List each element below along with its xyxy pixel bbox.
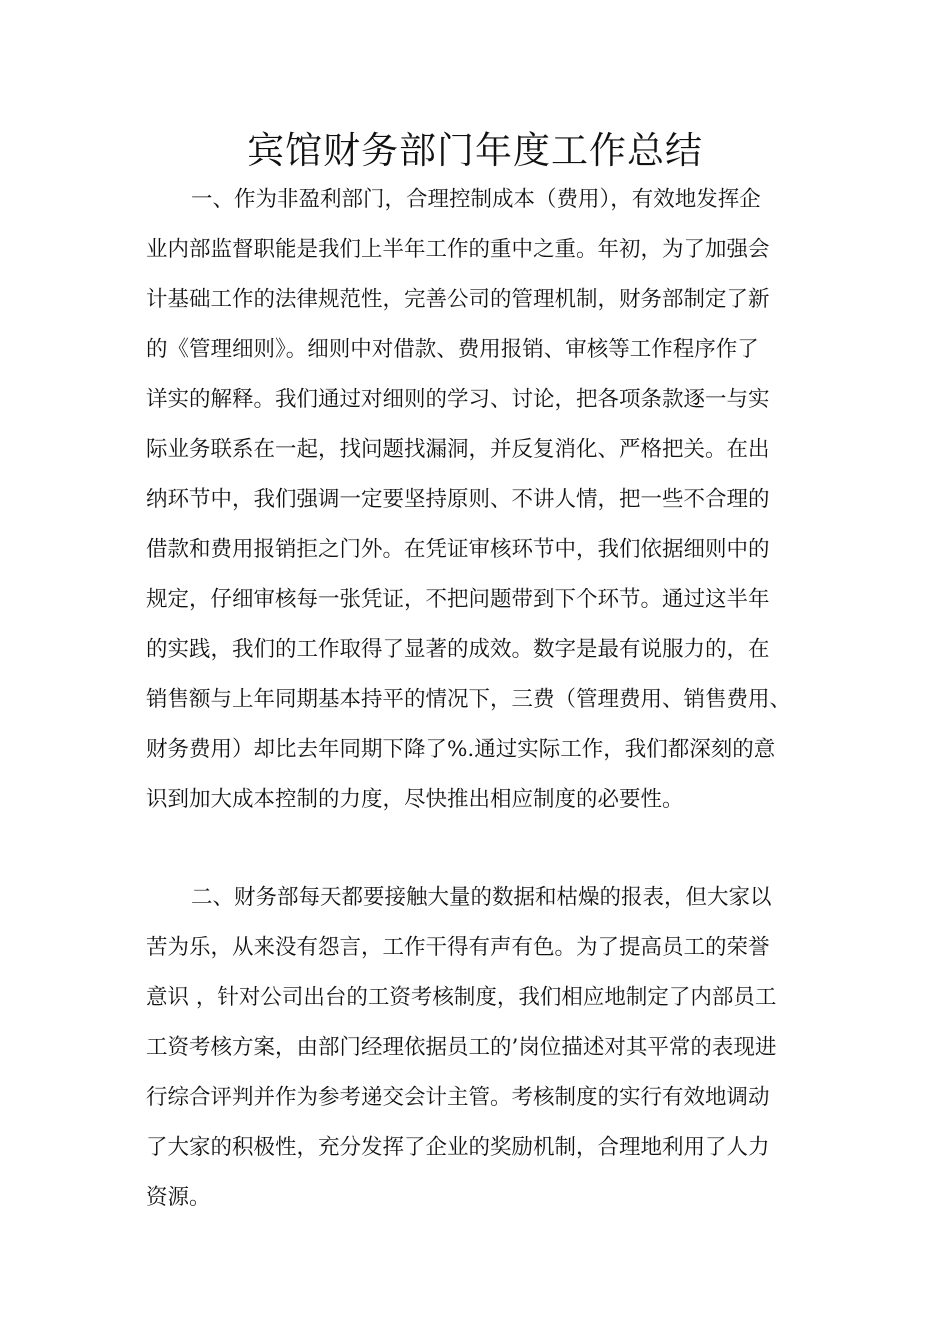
paragraph-line: 借款和费用报销拒之门外。在凭证审核环节中，我们依据细则中的 (146, 537, 770, 562)
paragraph-line: 识到加大成本控制的力度，尽快推出相应制度的必要性。 (146, 787, 684, 812)
paragraph-line: 际业务联系在一起，找问题找漏洞，并反复消化、严格把关。在出 (146, 437, 770, 462)
paragraph-line: 工资考核方案，由部门经理依据员工的’岗位描述对其平常的表现进 (146, 1035, 777, 1060)
document-title: 宾馆财务部门年度工作总结 (247, 129, 703, 172)
paragraph-line: 计基础工作的法律规范性，完善公司的管理机制，财务部制定了新 (146, 287, 770, 312)
paragraph-line: 的《管理细则》。细则中对借款、费用报销、审核等工作程序作了 (146, 337, 759, 362)
paragraph-1 (146, 175, 816, 825)
paragraph-line: 了大家的积极性，充分发挥了企业的奖励机制，合理地利用了人力 (146, 1135, 770, 1160)
paragraph-line: 一、作为非盈利部门，合理控制成本（费用），有效地发挥企 (191, 187, 761, 212)
paragraph-line: 的实践，我们的工作取得了显著的成效。数字是最有说服力的，在 (146, 637, 770, 662)
paragraph-line: 意识 ，针对公司出台的工资考核制度，我们相应地制定了内部员工 (146, 985, 777, 1010)
paragraph-line: 业内部监督职能是我们上半年工作的重中之重。年初，为了加强会 (146, 237, 770, 262)
paragraph-line: 规定，仔细审核每一张凭证，不把问题带到下个环节。通过这半年 (146, 587, 770, 612)
paragraph-line: 二、财务部每天都要接触大量的数据和枯燥的报表，但大家以 (191, 885, 772, 910)
paragraph-line: 财务费用）却比去年同期下降了%.通过实际工作，我们都深刻的意 (146, 737, 776, 762)
paragraph-line: 行综合评判并作为参考递交会计主管。考核制度的实行有效地调动 (146, 1085, 770, 1110)
paragraph-line: 苦为乐，从来没有怨言，工作干得有声有色。为了提高员工的荣誉 (146, 935, 770, 960)
paragraph-line: 资源。 (146, 1185, 211, 1210)
paragraph-line: 详实的解释。我们通过对细则的学习、讨论，把各项条款逐一与实 (146, 387, 770, 412)
paragraph-line: 纳环节中，我们强调一定要坚持原则、不讲人情，把一些不合理的 (146, 487, 770, 512)
paragraph-line: 销售额与上年同期基本持平的情况下，三费（管理费用、销售费用、 (146, 687, 792, 712)
paragraph-2 (146, 873, 816, 1223)
